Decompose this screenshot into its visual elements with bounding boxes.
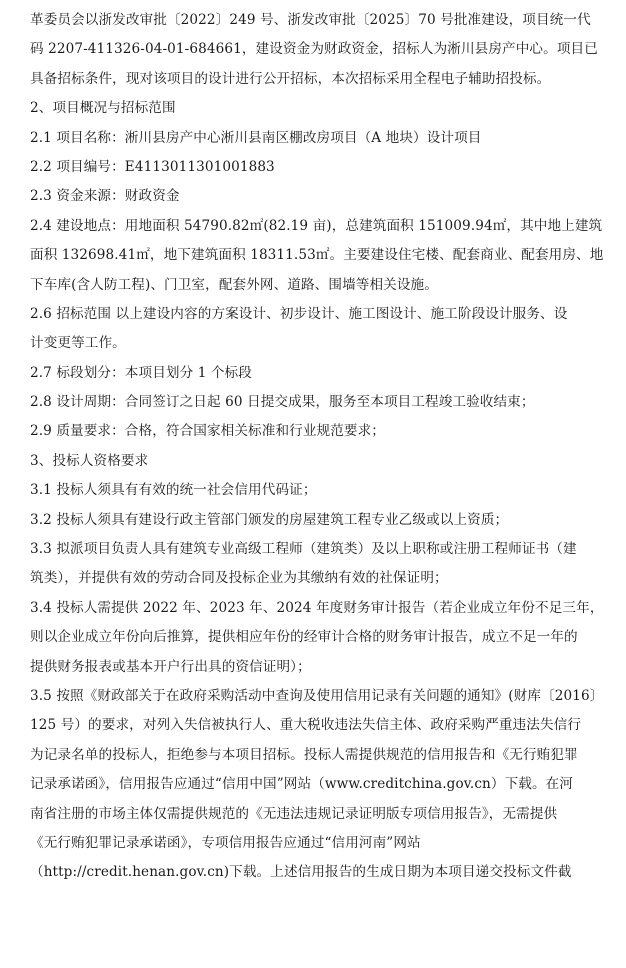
text-line-6: 2.2 项目编号：E4113011301001883 — [30, 158, 275, 175]
text-line-9: 面积 132698.41㎡，地下建筑面积 18311.53㎡。主要建设住宅楼、配套商业、配套用房、地 — [30, 247, 604, 264]
text-line-1: 革委员会以浙发改审批〔2022〕249 号、浙发改审批〔2025〕70 号批准建设，项目统一代 — [30, 12, 591, 28]
text-line-2: 码 2207-411326-04-01-684661，建设资金为财政资金，招标人为淅川县房产中心。项目已 — [30, 41, 598, 58]
text-line-21: 3.4 投标人需提供 2022 年、2023 年、2024 年度财务审计报告（若企业成立年份不足三年， — [30, 599, 604, 616]
text-line-28: 南省注册的市场主体仅需提供规范的《无违法违规记录证明版专项信用报告》，无需提供 — [30, 805, 558, 822]
text-line-25: 125 号）的要求，对列入失信被执行人、重大税收违法失信主体、政府采购严重违法失信行 — [30, 717, 582, 734]
text-line-23: 提供财务报表或基本开户行出具的资信证明）； — [30, 658, 311, 675]
text-line-3: 具备招标条件，现对该项目的设计进行公开招标，本次招标采用全程电子辅助招投标。 — [30, 70, 551, 87]
text-line-15: 2.9 质量要求：合格，符合国家相关标准和行业规范要求； — [30, 423, 385, 440]
text-line-10: 下车库(含人防工程)、门卫室，配套外网、道路、围墙等相关设施。 — [30, 276, 438, 293]
text-line-11: 2.6 招标范围 以上建设内容的方案设计、初步设计、施工图设计、施工阶段设计服务、设 — [30, 305, 568, 322]
text-line-17: 3.1 投标人须具有有效的统一社会信用代码证； — [30, 482, 317, 499]
text-line-27: 记录承诺函》，信用报告应通过“信用中国”网站（www.creditchina.gov.cn）下载。在河 — [30, 776, 574, 793]
text-line-5: 2.1 项目名称：淅川县房产中心淅川县南区棚改房项目（A 地块）设计项目 — [30, 129, 482, 146]
text-line-12: 计变更等工作。 — [30, 335, 126, 352]
text-line-26: 为记录名单的投标人，拒绝参与本项目招标。投标人需提供规范的信用报告和《无行贿犯罪 — [30, 746, 578, 763]
section-heading-2: 2、项目概况与招标范围 — [30, 100, 176, 117]
text-line-22: 则以企业成立年份向后推算，提供相应年份的经审计合格的财务审计报告，成立不足一年的 — [30, 629, 578, 646]
text-line-24: 3.5 按照《财政部关于在政府采购活动中查询及使用信用记录有关问题的通知》(财库〔2016〕 — [30, 687, 604, 704]
section-heading-3: 3、投标人资格要求 — [30, 452, 149, 469]
text-line-20: 筑类），并提供有效的劳动合同及投标企业为其缴纳有效的社保证明； — [30, 570, 448, 587]
text-line-18: 3.2 投标人须具有建设行政主管部门颁发的房屋建筑工程专业乙级或以上资质； — [30, 511, 509, 528]
text-line-13: 2.7 标段划分：本项目划分 1 个标段 — [30, 364, 252, 381]
text-line-14: 2.8 设计周期：合同签订之日起 60 日提交成果，服务至本项目工程竣工验收结束； — [30, 394, 535, 411]
text-line-7: 2.3 资金来源：财政资金 — [30, 188, 180, 205]
text-line-30: （http://credit.henan.gov.cn)下载。上述信用报告的生成日期为本项目递交投标文件截 — [30, 864, 572, 881]
text-line-29: 《无行贿犯罪记录承诺函》，专项信用报告应通过“信用河南”网站 — [30, 834, 421, 851]
text-line-19: 3.3 拟派项目负责人具有建筑专业高级工程师（建筑类）及以上职称或注册工程师证书（建 — [30, 541, 577, 558]
text-line-8: 2.4 建设地点：用地面积 54790.82㎡(82.19 亩)，总建筑面积 151009.94㎡，其中地上建筑 — [30, 217, 603, 234]
